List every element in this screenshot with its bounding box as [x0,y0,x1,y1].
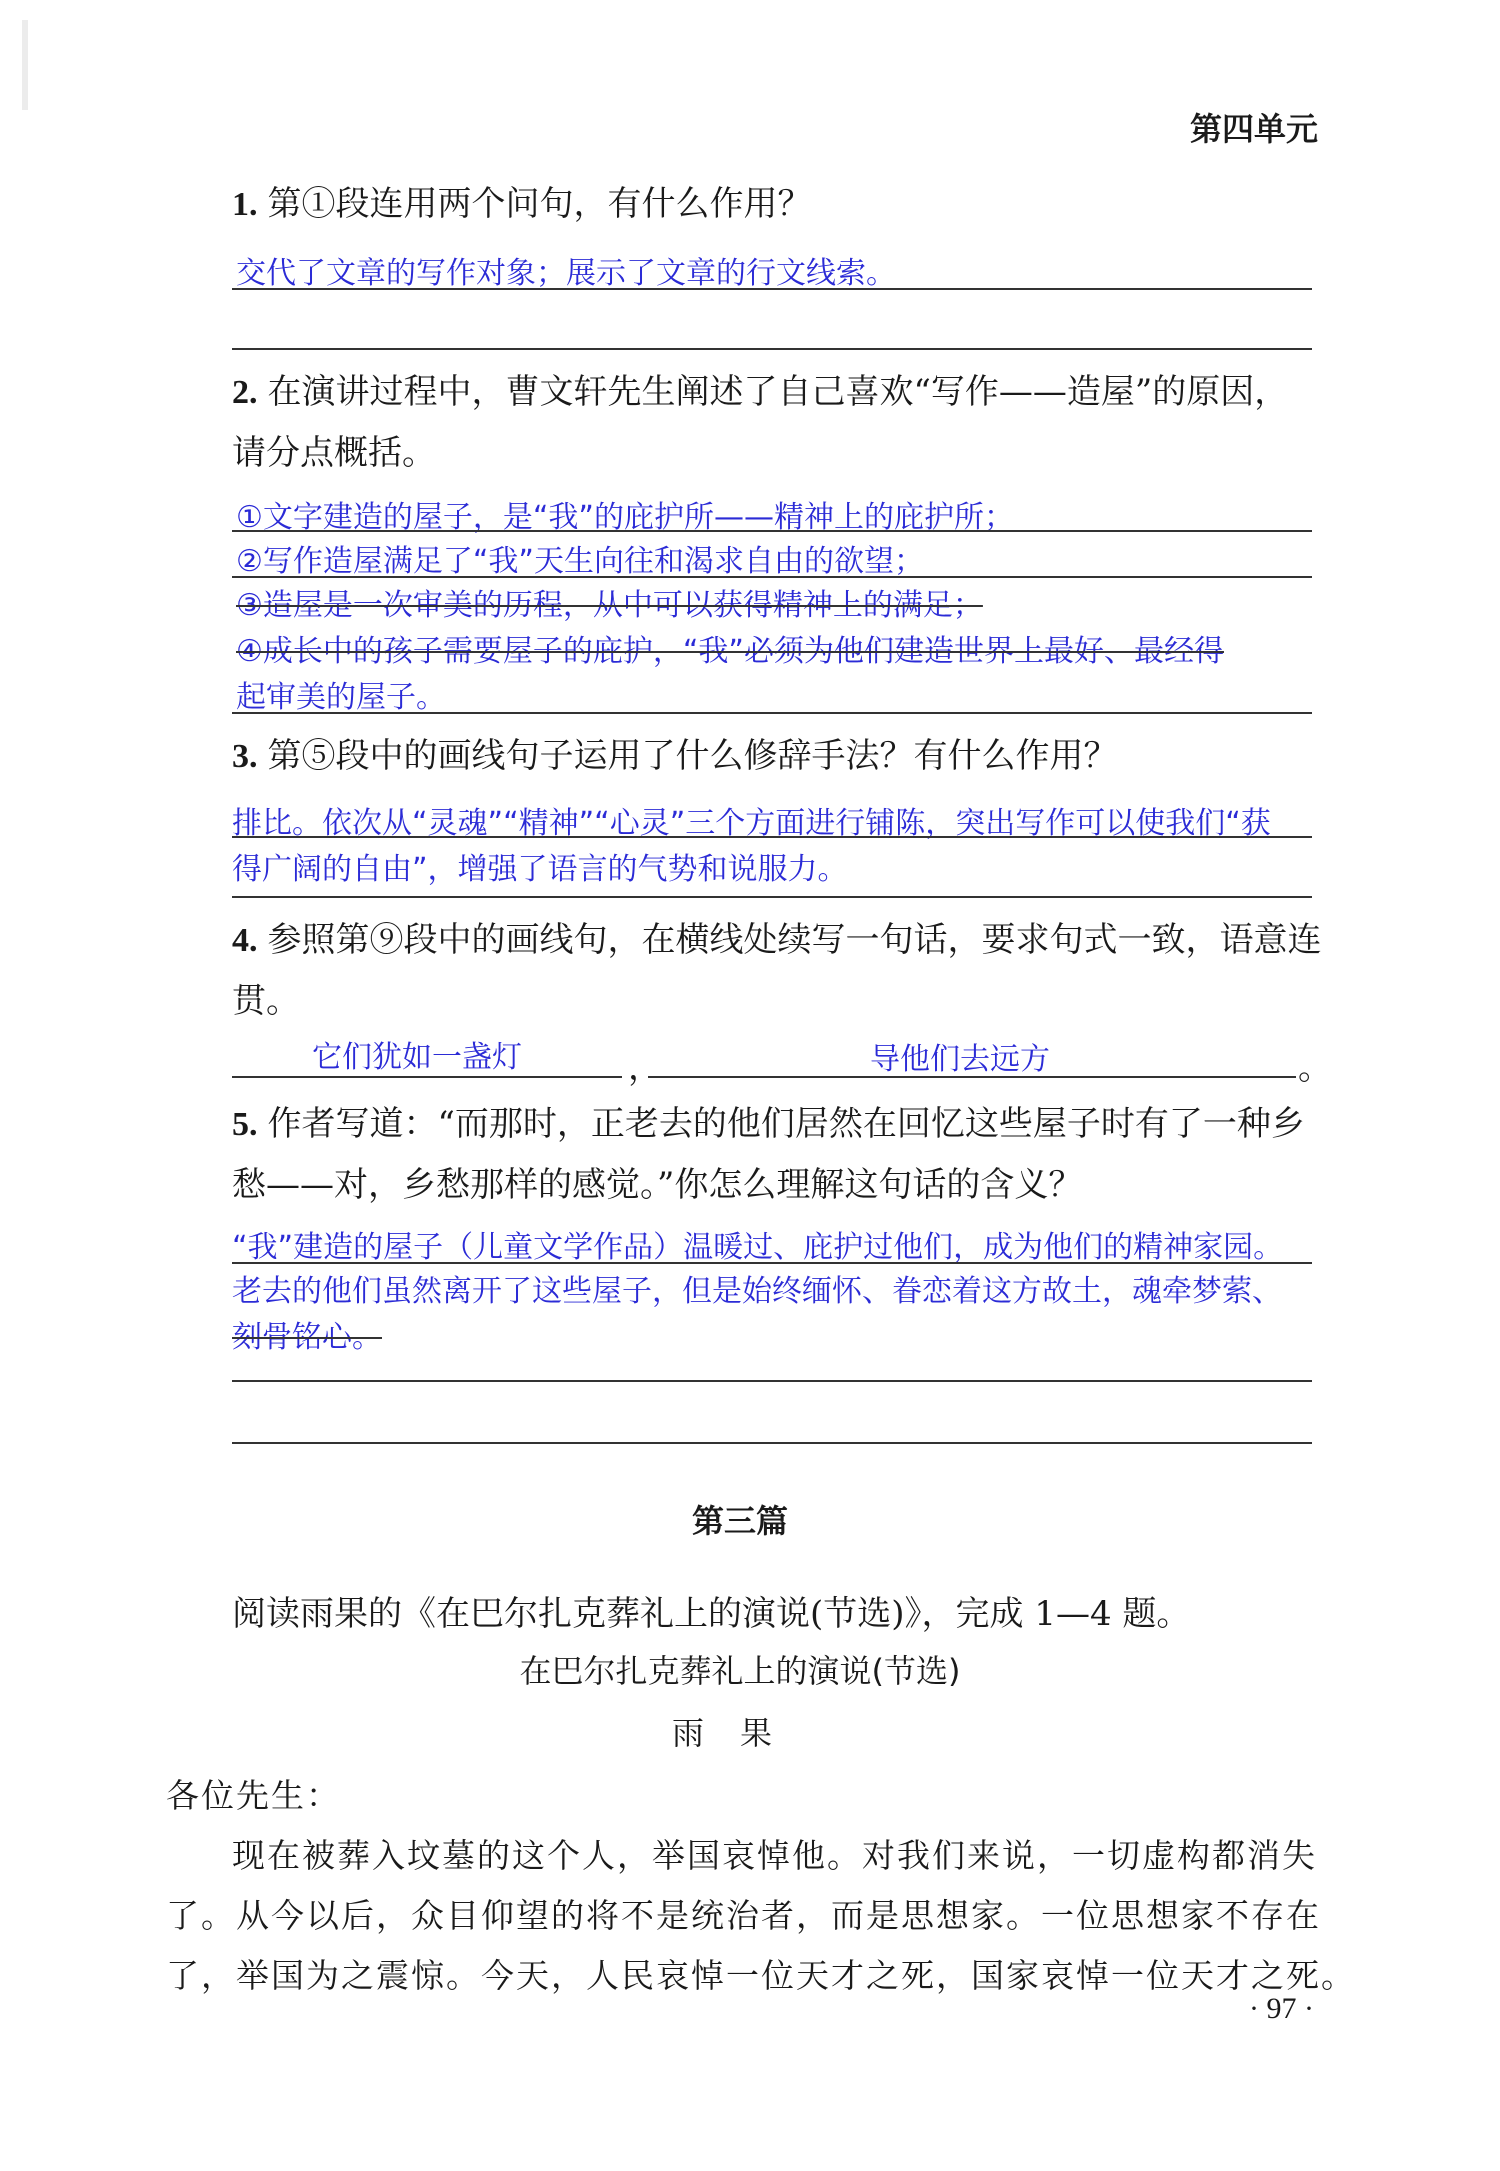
answer-line: “我”建造的屋子（儿童文学作品）温暖过、庇护过他们，成为他们的精神家园。 [232,1230,1284,1265]
answer-rule [232,1442,1312,1444]
answer-rule [232,1380,1312,1382]
period: 。 [1298,1048,1332,1088]
paragraph-line: 现在被葬入坟墓的这个人，举国哀悼他。对我们来说，一切虚构都消失 [232,1836,1317,1875]
question-3 [232,726,1322,787]
answer-line: ④成长中的孩子需要屋子的庇护，“我”必须为他们建造世界上最好、最经得 [236,634,1224,669]
answer-line: 刻骨铭心。 [232,1320,382,1355]
page-edge-shadow [22,20,28,110]
question-5 [232,1094,1322,1215]
answer-rule [232,288,1312,290]
answer-line: ②写作造屋满足了“我”天生向往和渴求自由的欲望； [236,544,924,579]
blank-line-1 [232,1076,622,1078]
reading-instruction: 阅读雨果的《在巴尔扎克葬礼上的演说(节选)》，完成 1—4 题。 [232,1594,1191,1634]
answer-line: 交代了文章的写作对象；展示了文章的行文线索。 [236,256,896,291]
question-number: 4. [232,922,258,959]
answer-rule [232,1262,1312,1264]
question-1 [232,174,1322,235]
answer-line: ①文字建造的屋子，是“我”的庇护所——精神上的庇护所； [236,500,1014,535]
answer-rule [232,576,1312,578]
speech-title: 在巴尔扎克葬礼上的演说(节选) [519,1652,961,1690]
answer-rule [232,836,1312,838]
answer-line: ③造屋是一次审美的历程，从中可以获得精神上的满足； [236,588,983,623]
question-2 [232,362,1322,483]
question-4 [232,910,1322,1031]
question-text: 在演讲过程中，曹文轩先生阐述了自己喜欢“写作——造屋”的原因，请分点概括。 [232,372,1289,473]
question-text: 第①段连用两个问句，有什么作用？ [267,184,812,224]
question-number: 5. [232,1106,258,1143]
question-text: 第⑤段中的画线句子运用了什么修辞手法？有什么作用？ [267,736,1118,776]
answer-rule [232,530,1312,532]
question-text: 作者写道：“而那时，正老去的他们居然在回忆这些屋子时有了一种乡愁——对，乡愁那样的感觉。”你怎么理解这句话的含义？ [232,1104,1305,1205]
question-number: 1. [232,186,258,223]
paragraph-line: 了，举国为之震惊。今天，人民哀悼一位天才之死，国家哀悼一位天才之死。 [166,1956,1356,1995]
answer-rule [232,896,1312,898]
paragraph-line: 了。从今以后，众目仰望的将不是统治者，而是思想家。一位思想家不存在 [166,1896,1321,1935]
question-text: 参照第⑨段中的画线句，在横线处续写一句话，要求句式一致，语意连贯。 [232,920,1322,1021]
answer-line: 得广阔的自由”，增强了语言的气势和说服力。 [232,852,848,887]
fill-blank-2: 导他们去远方 [870,1042,1050,1077]
page-number: · 97 · [1249,1992,1314,2025]
answer-rule [232,348,1312,350]
speech-author: 雨果 [671,1714,808,1752]
answer-line: 老去的他们虽然离开了这些屋子，但是始终缅怀、眷恋着这方故土，魂牵梦萦、 [232,1274,1282,1309]
unit-title: 第四单元 [1189,110,1318,148]
section-title: 第三篇 [691,1502,788,1540]
question-number: 3. [232,738,258,775]
comma: ， [628,1048,662,1088]
answer-rule [232,712,1312,714]
fill-blank-1: 它们犹如一盏灯 [312,1040,522,1075]
question-number: 2. [232,374,258,411]
salutation: 各位先生： [166,1776,341,1815]
answer-line: 起审美的屋子。 [236,680,446,715]
answer-line: 排比。依次从“灵魂”“精神”“心灵”三个方面进行铺陈，突出写作可以使我们“获 [232,806,1271,841]
blank-line-2 [648,1076,1296,1078]
